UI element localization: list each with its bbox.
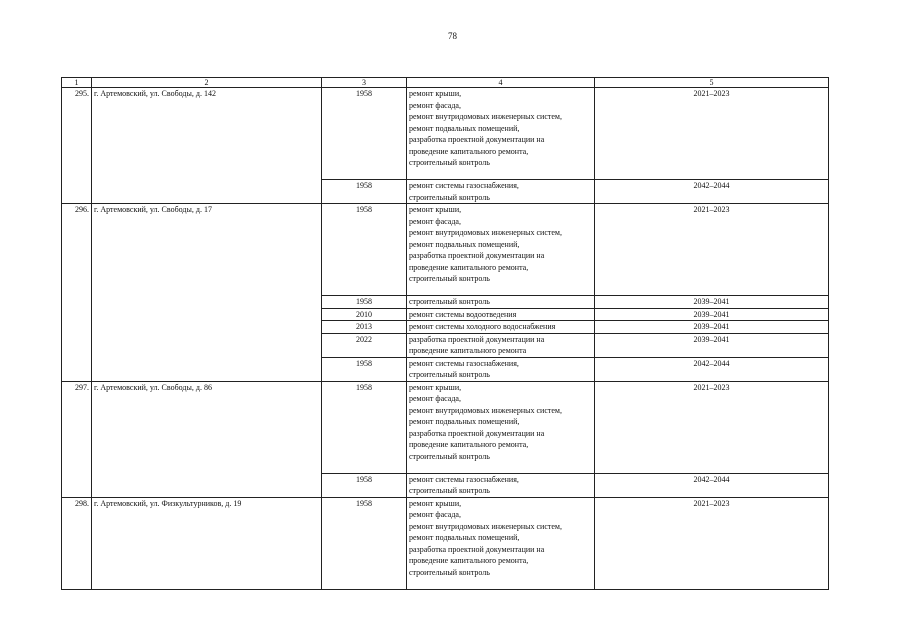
entry-number: 297. bbox=[62, 381, 92, 497]
repair-period: 2039–2041 bbox=[595, 296, 829, 309]
header-col-1: 1 bbox=[62, 78, 92, 88]
table-row bbox=[62, 88, 829, 180]
construction-year: 1958 bbox=[322, 88, 407, 180]
work-types: ремонт крыши, ремонт фасада, ремонт внутридомовых инженерных систем, ремонт подвальных помещений, разработка проектной документации на проведение капитального ремонта, строительный контроль bbox=[407, 88, 595, 180]
construction-year: 1958 bbox=[322, 497, 407, 589]
repair-period: 2042–2044 bbox=[595, 180, 829, 204]
construction-year: 1958 bbox=[322, 296, 407, 309]
header-col-2: 2 bbox=[92, 78, 322, 88]
repair-period: 2042–2044 bbox=[595, 473, 829, 497]
header-col-5: 5 bbox=[595, 78, 829, 88]
entry-number: 296. bbox=[62, 204, 92, 382]
construction-year: 2013 bbox=[322, 321, 407, 334]
repair-period: 2039–2041 bbox=[595, 333, 829, 357]
construction-year: 1958 bbox=[322, 381, 407, 473]
work-types: ремонт системы газоснабжения, строительный контроль bbox=[407, 473, 595, 497]
repair-period: 2042–2044 bbox=[595, 357, 829, 381]
entry-number: 295. bbox=[62, 88, 92, 204]
entry-address: г. Артемовский, ул. Физкультурников, д. 19 bbox=[92, 497, 322, 589]
table-row bbox=[62, 204, 829, 296]
header-col-4: 4 bbox=[407, 78, 595, 88]
header-row bbox=[62, 78, 829, 88]
header-col-3: 3 bbox=[322, 78, 407, 88]
work-types: ремонт системы холодного водоснабжения bbox=[407, 321, 595, 334]
construction-year: 1958 bbox=[322, 204, 407, 296]
work-types: строительный контроль bbox=[407, 296, 595, 309]
work-types: ремонт крыши, ремонт фасада, ремонт внутридомовых инженерных систем, ремонт подвальных помещений, разработка проектной документации на проведение капитального ремонта, строительный контроль bbox=[407, 204, 595, 296]
repair-period: 2021–2023 bbox=[595, 88, 829, 180]
work-types: ремонт крыши, ремонт фасада, ремонт внутридомовых инженерных систем, ремонт подвальных помещений, разработка проектной документации на проведение капитального ремонта, строительный контроль bbox=[407, 497, 595, 589]
construction-year: 1958 bbox=[322, 357, 407, 381]
repair-period: 2039–2041 bbox=[595, 321, 829, 334]
repair-period: 2021–2023 bbox=[595, 497, 829, 589]
repair-period: 2021–2023 bbox=[595, 204, 829, 296]
table-row bbox=[62, 497, 829, 589]
repair-period: 2021–2023 bbox=[595, 381, 829, 473]
construction-year: 2010 bbox=[322, 308, 407, 321]
entry-address: г. Артемовский, ул. Свободы, д. 17 bbox=[92, 204, 322, 382]
entry-address: г. Артемовский, ул. Свободы, д. 86 bbox=[92, 381, 322, 497]
work-types: ремонт системы газоснабжения, строительный контроль bbox=[407, 180, 595, 204]
entry-number: 298. bbox=[62, 497, 92, 589]
construction-year: 2022 bbox=[322, 333, 407, 357]
work-types: разработка проектной документации на проведение капитального ремонта bbox=[407, 333, 595, 357]
work-types: ремонт системы водоотведения bbox=[407, 308, 595, 321]
capital-repair-table bbox=[61, 77, 829, 590]
table-body bbox=[62, 88, 829, 590]
construction-year: 1958 bbox=[322, 473, 407, 497]
work-types: ремонт системы газоснабжения, строительный контроль bbox=[407, 357, 595, 381]
entry-address: г. Артемовский, ул. Свободы, д. 142 bbox=[92, 88, 322, 204]
table-row bbox=[62, 381, 829, 473]
page-number: 78 bbox=[448, 31, 457, 41]
work-types: ремонт крыши, ремонт фасада, ремонт внутридомовых инженерных систем, ремонт подвальных помещений, разработка проектной документации на проведение капитального ремонта, строительный контроль bbox=[407, 381, 595, 473]
construction-year: 1958 bbox=[322, 180, 407, 204]
repair-period: 2039–2041 bbox=[595, 308, 829, 321]
